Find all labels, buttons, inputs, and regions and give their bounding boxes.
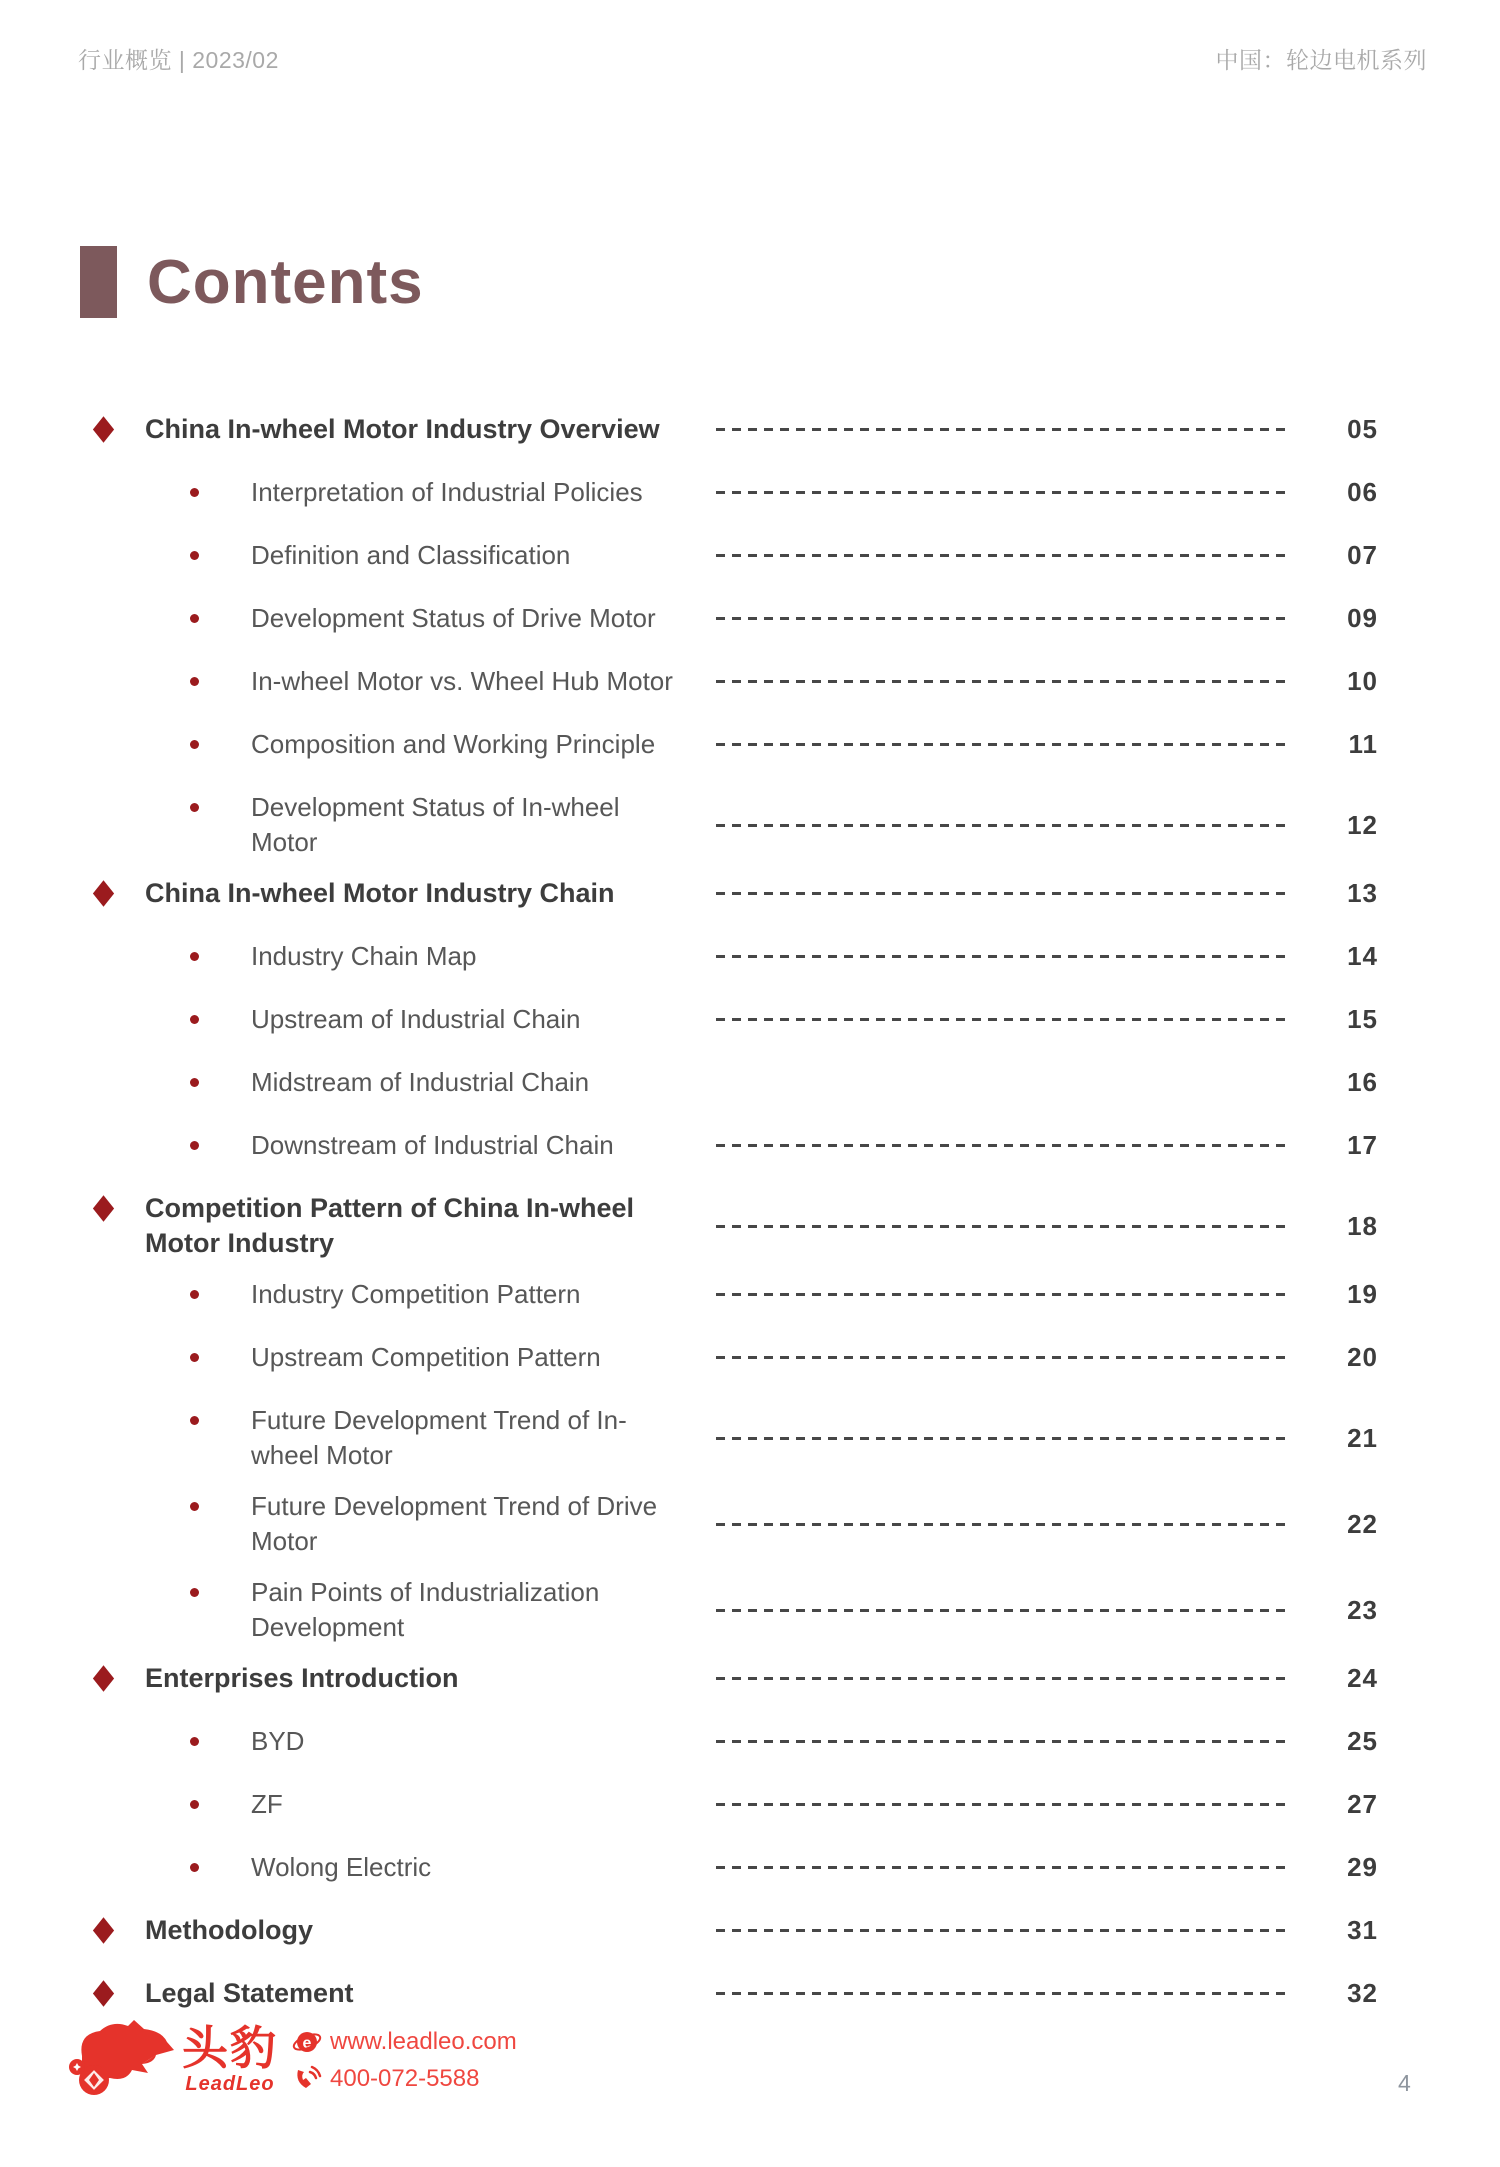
toc-marker-cell	[90, 1913, 145, 1938]
toc-item-page: 12	[1347, 809, 1378, 840]
footer-page-number: 4	[1398, 2070, 1411, 2096]
toc-marker-cell	[188, 664, 251, 686]
toc-item-label: Definition and Classification	[251, 540, 571, 570]
dash-leader	[716, 1609, 1290, 1612]
toc-item-page: 20	[1347, 1342, 1378, 1372]
toc-item-label: Upstream of Industrial Chain	[251, 1004, 581, 1034]
toc-row	[90, 790, 1390, 860]
toc-row	[90, 727, 1390, 762]
toc-item-page: 24	[1347, 1663, 1378, 1693]
dash-leader	[716, 1293, 1290, 1296]
brand-name-cn: 头豹	[182, 2022, 278, 2075]
dot-bullet-icon	[190, 803, 199, 812]
toc-row	[90, 1850, 1390, 1885]
toc-item-label: Development Status of In-wheel Motor	[251, 792, 620, 857]
toc-item-page: 13	[1347, 878, 1378, 908]
dash-leader	[716, 428, 1290, 431]
footer-brand	[68, 2018, 517, 2102]
toc-row	[90, 664, 1390, 699]
dot-bullet-icon	[190, 1290, 199, 1299]
dash-leader	[716, 1437, 1290, 1440]
toc-item-label: Interpretation of Industrial Policies	[251, 477, 643, 507]
toc-row	[90, 412, 1390, 447]
toc	[90, 412, 1390, 2039]
dash-leader	[716, 1803, 1290, 1806]
toc-item-label: Methodology	[145, 1915, 313, 1945]
contents-title-block	[80, 246, 424, 318]
dot-bullet-icon	[190, 1502, 199, 1511]
dash-leader	[716, 680, 1290, 683]
toc-marker-cell	[188, 601, 251, 623]
dash-leader	[716, 1081, 1290, 1084]
toc-row	[90, 1403, 1390, 1473]
dot-bullet-icon	[190, 488, 199, 497]
toc-row	[90, 1575, 1390, 1645]
dot-bullet-icon	[190, 1737, 199, 1746]
toc-item-page: 22	[1347, 1508, 1378, 1539]
dot-bullet-icon	[190, 1141, 199, 1150]
header-left-label: 行业概览 | 2023/02	[78, 47, 279, 73]
dot-bullet-icon	[190, 1800, 199, 1809]
toc-item-page: 18	[1347, 1210, 1378, 1241]
dot-bullet-icon	[190, 1078, 199, 1087]
toc-item-page: 06	[1347, 477, 1378, 507]
toc-item-page: 21	[1347, 1422, 1378, 1453]
toc-item-label: Midstream of Industrial Chain	[251, 1067, 590, 1097]
dot-bullet-icon	[190, 677, 199, 686]
dash-leader	[716, 1677, 1290, 1680]
page-header	[78, 42, 1427, 75]
toc-item-label: China In-wheel Motor Industry Chain	[145, 878, 615, 908]
toc-item-page: 31	[1347, 1915, 1378, 1945]
toc-item-page: 05	[1347, 414, 1378, 444]
diamond-bullet-icon	[93, 1195, 114, 1222]
toc-row	[90, 475, 1390, 510]
toc-marker-cell	[188, 1489, 251, 1511]
toc-row	[90, 1724, 1390, 1759]
website-line	[292, 2027, 517, 2057]
toc-marker-cell	[188, 475, 251, 497]
toc-marker-cell	[90, 1661, 145, 1686]
toc-item-label: Wolong Electric	[251, 1852, 432, 1882]
dash-leader	[716, 824, 1290, 827]
toc-row	[90, 1128, 1390, 1163]
footer-contacts	[292, 2027, 517, 2094]
dash-leader	[716, 1866, 1290, 1869]
dash-leader	[716, 1523, 1290, 1526]
header-right-label: 中国：轮边电机系列	[1215, 47, 1427, 73]
page-title: Contents	[147, 247, 424, 317]
toc-item-page: 25	[1347, 1726, 1378, 1756]
toc-item-label: Composition and Working Principle	[251, 729, 656, 759]
toc-marker-cell	[188, 1128, 251, 1150]
toc-item-page: 29	[1347, 1852, 1378, 1882]
toc-marker-cell	[188, 1787, 251, 1809]
toc-item-label: Future Development Trend of Drive Motor	[251, 1491, 658, 1556]
toc-row	[90, 1787, 1390, 1822]
toc-row	[90, 876, 1390, 911]
toc-item-label: Industry Chain Map	[251, 941, 477, 971]
toc-item-page: 23	[1347, 1594, 1378, 1625]
toc-marker-cell	[188, 1277, 251, 1299]
toc-item-page: 10	[1347, 666, 1378, 696]
phone-line	[292, 2064, 517, 2094]
dot-bullet-icon	[190, 1015, 199, 1024]
toc-marker-cell	[188, 1724, 251, 1746]
toc-item-label: Downstream of Industrial Chain	[251, 1130, 614, 1160]
toc-item-page: 17	[1347, 1130, 1378, 1160]
diamond-bullet-icon	[93, 1917, 114, 1944]
toc-item-page: 09	[1347, 603, 1378, 633]
toc-row	[90, 601, 1390, 636]
toc-marker-cell	[90, 1976, 145, 2001]
toc-item-label: Competition Pattern of China In-wheel Motor Industry	[145, 1193, 635, 1258]
dash-leader	[716, 1225, 1290, 1228]
dash-leader	[716, 1740, 1290, 1743]
brand-name-en: LeadLeo	[185, 2072, 275, 2095]
toc-item-label: Enterprises Introduction	[145, 1663, 459, 1693]
dash-leader	[716, 743, 1290, 746]
dot-bullet-icon	[190, 551, 199, 560]
diamond-bullet-icon	[93, 1980, 114, 2007]
toc-marker-cell	[90, 412, 145, 437]
toc-item-label: In-wheel Motor vs. Wheel Hub Motor	[251, 666, 673, 696]
dash-leader	[716, 892, 1290, 895]
dash-leader	[716, 1992, 1290, 1995]
toc-row	[90, 1065, 1390, 1100]
toc-marker-cell	[188, 1065, 251, 1087]
title-accent-bar	[80, 246, 117, 318]
toc-item-label: ZF	[251, 1789, 283, 1819]
dash-leader	[716, 1929, 1290, 1932]
toc-item-label: BYD	[251, 1726, 305, 1756]
dash-leader	[716, 554, 1290, 557]
website-link[interactable]: www.leadleo.com	[330, 2027, 517, 2055]
toc-item-page: 32	[1347, 1978, 1378, 2008]
toc-item-label: Pain Points of Industrialization Development	[251, 1577, 600, 1642]
toc-row	[90, 1913, 1390, 1948]
toc-item-label: China In-wheel Motor Industry Overview	[145, 414, 660, 444]
dash-leader	[716, 491, 1290, 494]
toc-marker-cell	[90, 876, 145, 901]
toc-marker-cell	[188, 1850, 251, 1872]
dash-leader	[716, 617, 1290, 620]
toc-marker-cell	[188, 538, 251, 560]
toc-marker-cell	[188, 790, 251, 812]
toc-marker-cell	[90, 1191, 145, 1216]
toc-marker-cell	[188, 1575, 251, 1597]
dash-leader	[716, 1356, 1290, 1359]
toc-item-label: Future Development Trend of In- wheel Motor	[251, 1405, 627, 1470]
toc-item-label: Development Status of Drive Motor	[251, 603, 656, 633]
toc-item-label: Industry Competition Pattern	[251, 1279, 581, 1309]
phone-icon	[292, 2064, 322, 2094]
toc-item-label: Upstream Competition Pattern	[251, 1342, 601, 1372]
dot-bullet-icon	[190, 1588, 199, 1597]
toc-item-page: 11	[1348, 729, 1378, 759]
toc-row	[90, 1340, 1390, 1375]
svg-text:e: e	[302, 2034, 312, 2052]
toc-row	[90, 1002, 1390, 1037]
toc-item-page: 16	[1347, 1067, 1378, 1097]
dot-bullet-icon	[190, 740, 199, 749]
globe-e-icon	[292, 2027, 322, 2057]
phone-number: 400-072-5588	[330, 2064, 480, 2092]
toc-row	[90, 1976, 1390, 2011]
toc-row	[90, 1277, 1390, 1312]
diamond-bullet-icon	[93, 416, 114, 443]
dot-bullet-icon	[190, 952, 199, 961]
dash-leader	[716, 955, 1290, 958]
toc-marker-cell	[188, 1403, 251, 1425]
dot-bullet-icon	[190, 1416, 199, 1425]
dot-bullet-icon	[190, 614, 199, 623]
dash-leader	[716, 1018, 1290, 1021]
toc-row	[90, 1489, 1390, 1559]
dash-leader	[716, 1144, 1290, 1147]
toc-row	[90, 1191, 1390, 1261]
diamond-bullet-icon	[93, 880, 114, 907]
brand-text	[182, 2024, 278, 2095]
toc-item-page: 19	[1347, 1279, 1378, 1309]
dot-bullet-icon	[190, 1353, 199, 1362]
toc-item-page: 15	[1347, 1004, 1378, 1034]
toc-marker-cell	[188, 727, 251, 749]
toc-marker-cell	[188, 939, 251, 961]
toc-item-page: 27	[1347, 1789, 1378, 1819]
toc-row	[90, 538, 1390, 573]
toc-marker-cell	[188, 1340, 251, 1362]
leadleo-leopard-logo-icon	[68, 2018, 176, 2102]
dot-bullet-icon	[190, 1863, 199, 1872]
diamond-bullet-icon	[93, 1665, 114, 1692]
toc-row	[90, 1661, 1390, 1696]
toc-marker-cell	[188, 1002, 251, 1024]
toc-item-page: 14	[1347, 941, 1378, 971]
toc-item-label: Legal Statement	[145, 1978, 354, 2008]
toc-item-page: 07	[1347, 540, 1378, 570]
toc-row	[90, 939, 1390, 974]
